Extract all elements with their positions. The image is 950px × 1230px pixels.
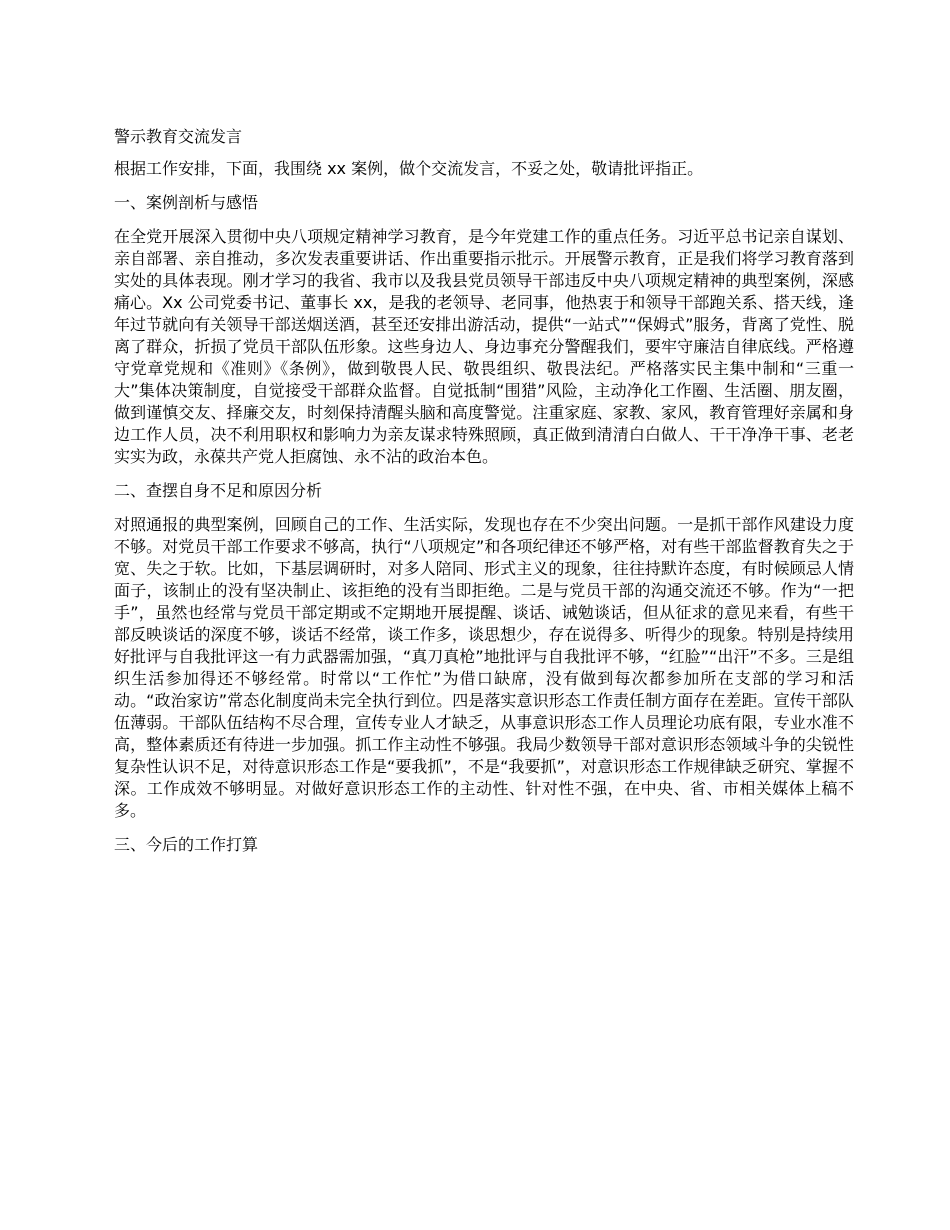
section-2-heading: 二、查摆自身不足和原因分析 — [114, 481, 323, 500]
section-1-heading: 一、案例剖析与感悟 — [114, 193, 259, 212]
section-2-body: 对照通报的典型案例，回顾自己的工作、生活实际，发现也存在不少突出问题。一是抓干部作风建设力度不够。对党员干部工作要求不够高，执行“八项规定”和各项纪律还不够严格，对有些干部监督教育失之于宽、失之于软。比如，下基层调研时，对多人陪同、形式主义的现象，往往持默许态度，有时候顾忌人情面子，该制止的没有坚决制止、该拒绝的没有当即拒绝。二是与党员干部的沟通交流还不够。作为“一把手”，虽然也经常与党员干部定期或不定期地开展提醒、谈话、诫勉谈话，但从征求的意见来看，有些干部反映谈话的深度不够，谈话不经常，谈工作多，谈思想少，存在说得多、听得少的现象。特别是持续用好批评与自我批评这一有力武器需加强，“真刀真枪”地批评与自我批评不够，“红脸”“出汗”不多。三是组织生活参加得还不够经常。时常以“工作忙”为借口缺席，没有做到每次都参加所在支部的学习和活动。“政治家访”常态化制度尚未完全执行到位。四是落实意识形态工作责任制方面存在差距。宣传干部队伍薄弱。干部队伍结构不尽合理，宣传专业人才缺乏，从事意识形态工作人员理论功底有限，专业水准不高，整体素质还有待进一步加强。抓工作主动性不够强。我局少数领导干部对意识形态领域斗争的尖锐性复杂性认识不足，对待意识形态工作是“要我抓”，不是“我要抓”，对意识形态工作规律缺乏研究、掌握不深。工作成效不够明显。对做好意识形态工作的主动性、针对性不强，在中央、省、市相关媒体上稿不多。 — [114, 515, 854, 820]
document-page — [114, 126, 854, 868]
section-1-body: 在全党开展深入贯彻中央八项规定精神学习教育，是今年党建工作的重点任务。习近平总书记亲自谋划、亲自部署、亲自推动，多次发表重要讲话、作出重要指示批示。开展警示教育，正是我们将学习教育落到实处的具体表现。刚才学习的我省、我市以及我县党员领导干部违反中央八项规定精神的典型案例，深感痛心。Xx 公司党委书记、董事长 xx，是我的老领导、老同事，他热衷于和领导干部跑关系、搭天线，逢年过节就向有关领导干部送烟送酒，甚至还安排出游活动，提供“一站式”“保姆式”服务，背离了党性、脱离了群众，折损了党员干部队伍形象。这些身边人、身边事充分警醒我们，要牢守廉洁自律底线。严格遵守党章党规和《准则》《条例》，做到敬畏人民、敬畏组织、敬畏法纪。严格落实民主集中制和“三重一大”集体决策制度，自觉接受干部群众监督。自觉抵制“围猎”风险，主动净化工作圈、生活圈、朋友圈，做到谨慎交友、择廉交友，时刻保持清醒头脑和高度警觉。注重家庭、家教、家风，教育管理好亲属和身边工作人员，决不利用职权和影响力为亲友谋求特殊照顾，真正做到清清白白做人、干干净净干事、老老实实为政，永葆共产党人拒腐蚀、永不沾的政治本色。 — [114, 227, 854, 466]
section-3-heading: 三、今后的工作打算 — [114, 835, 259, 854]
intro-paragraph: 根据工作安排，下面，我围绕 xx 案例，做个交流发言，不妥之处，敬请批评指正。 — [114, 159, 704, 178]
document-title: 警示教育交流发言 — [114, 127, 243, 146]
